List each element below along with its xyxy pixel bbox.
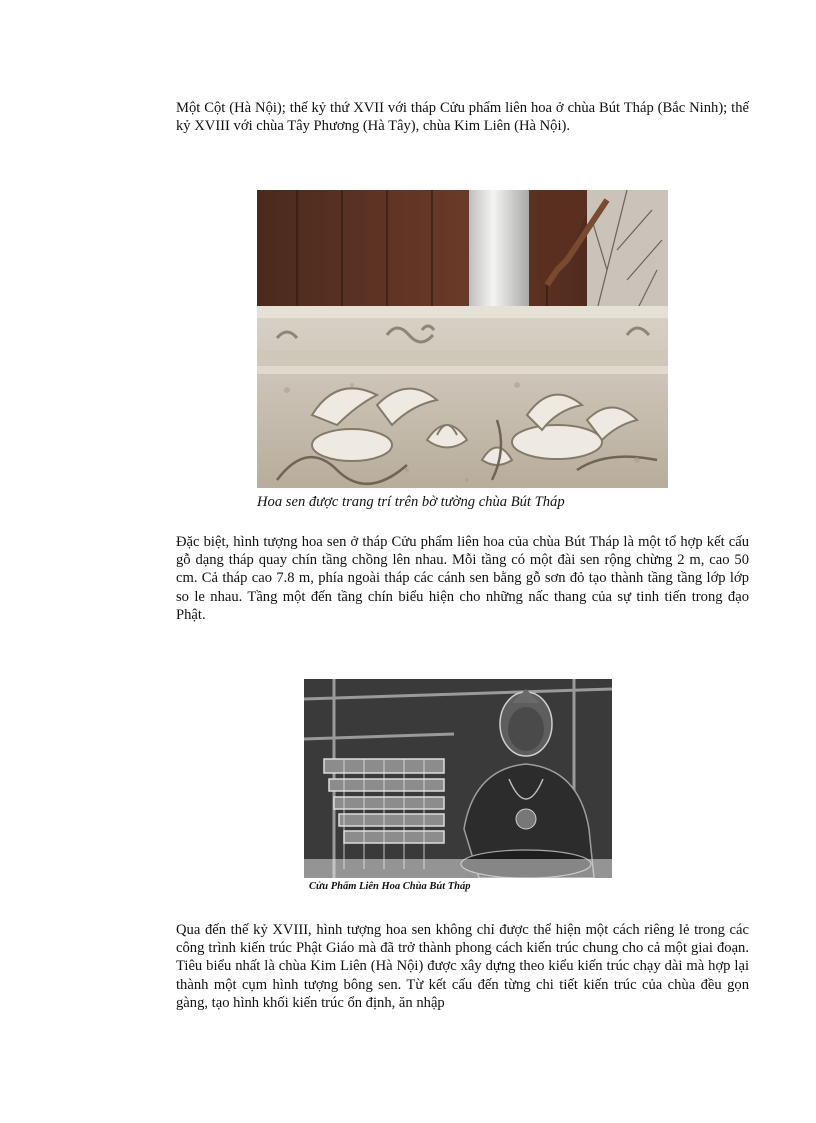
photo-cuu-pham-lien-hoa (304, 679, 612, 878)
photo-lotus-relief-wall (257, 190, 668, 488)
caption-photo1: Hoa sen được trang trí trên bờ tường chùa Bút Tháp (257, 494, 565, 510)
paragraph-but-thap-tower: Đặc biệt, hình tượng hoa sen ở tháp Cửu phẩm liên hoa của chùa Bút Tháp là một tổ hợp kết cấu gỗ dạng tháp quay chín tầng chồng lên nhau. Mỗi tầng có một đài sen rộng chừng 2 m, cao 50 cm. Cả tháp cao 7.8 m, phía ngoài tháp các cánh sen bằng gỗ sơn đỏ tạo thành tầng tầng lớp lớp so le nhau. Tầng một đến tầng chín biểu hiện cho những nấc thang của sự tinh tiến trong đạo Phật. (176, 534, 749, 623)
caption-photo2: Cửu Phẩm Liên Hoa Chùa Bút Tháp (309, 881, 471, 892)
paragraph-kim-lien-pagoda: Qua đến thế kỷ XVIII, hình tượng hoa sen không chỉ được thể hiện một cách riêng lẻ trong các công trình kiến trúc Phật Giáo mà đã trở thành phong cách kiến trúc chung cho cả một giai đoạn. Tiêu biểu nhất là chùa Kim Liên (Hà Nội) được xây dựng theo kiểu kiến trúc chạy dài mà hợp lại thành một cụm hình tượng bông sen. Từ kết cấu đến từng chi tiết kiến trúc của chùa đều gọn gàng, tạo hình khối kiến trúc ổn định, ăn nhập (176, 922, 749, 1011)
paragraph-intro: Một Cột (Hà Nội); thế kỷ thứ XVII với tháp Cửu phẩm liên hoa ở chùa Bút Tháp (Bắc Ninh); thế kỷ XVIII với chùa Tây Phương (Hà Tây), chùa Kim Liên (Hà Nội). (176, 100, 749, 135)
